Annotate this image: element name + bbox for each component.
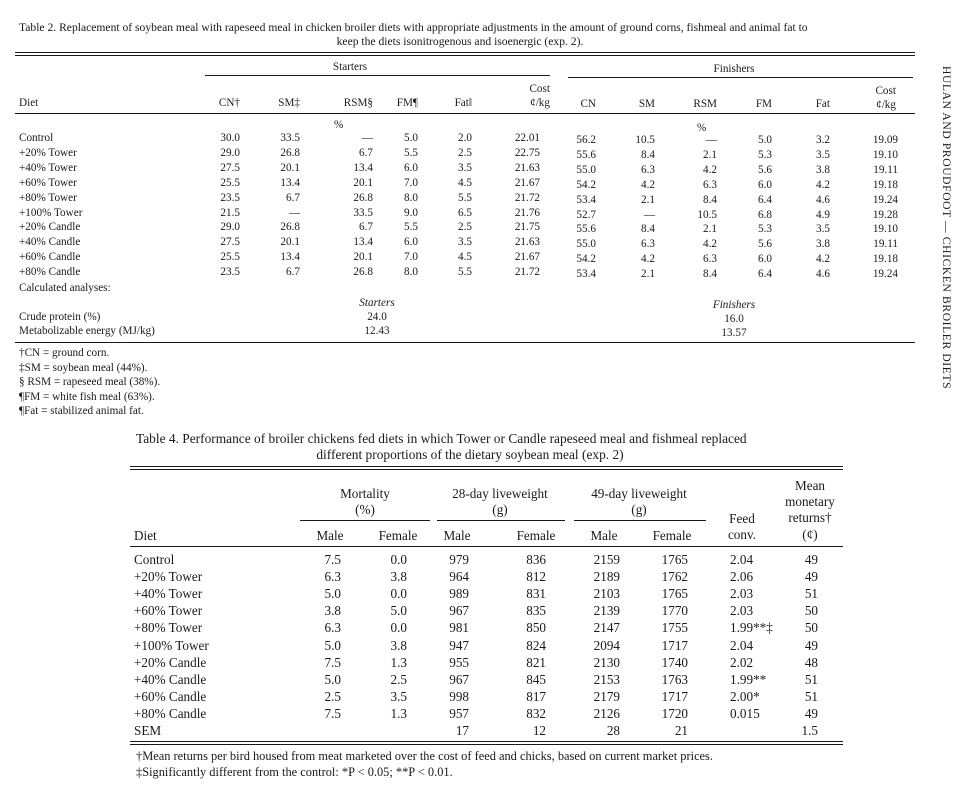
table-cell: 2130 [593, 654, 620, 670]
table-cell-starter: 29.0 [220, 221, 240, 234]
finishers-cost-header: Cost [875, 85, 896, 97]
table-cell: 2189 [593, 569, 620, 585]
table-2-caption-line2: keep the diets isonitrogenous and isoenergic (exp. 2). [336, 35, 584, 48]
table-cell: 1720 [661, 705, 688, 721]
table-row-diet: +100% Tower [134, 637, 209, 653]
table-cell: 850 [526, 620, 546, 636]
table-row-diet: +20% Candle [134, 654, 207, 670]
starters-col-header: CN† [218, 97, 240, 109]
table-cell-starter: 2.5 [458, 221, 472, 234]
table-cell: 0.0 [390, 586, 407, 602]
table-cell-finisher: 4.9 [816, 208, 830, 221]
table-cell-finisher: 4.2 [641, 178, 655, 191]
table-row-diet: +80% Candle [19, 266, 81, 279]
table-cell-starter: 21.67 [514, 251, 540, 264]
table-cell-starter: 6.5 [458, 206, 472, 219]
table-cell-finisher: 19.24 [872, 268, 898, 281]
table-cell: 998 [449, 688, 469, 704]
table-cell-finisher: 19.11 [873, 238, 898, 251]
table-cell-finisher: 6.4 [758, 193, 772, 206]
liveweight-28-unit: (g) [492, 502, 508, 517]
table-cell: 981 [449, 620, 469, 636]
table-cell-finisher: 4.6 [816, 268, 830, 281]
table-cell: 0.0 [390, 620, 407, 636]
table-cell: 947 [449, 637, 469, 653]
table-cell-finisher: 19.18 [872, 253, 898, 266]
table-cell-starter: 4.5 [458, 176, 472, 189]
table-cell: 49 [804, 637, 818, 653]
table-cell-finisher: 55.6 [576, 223, 596, 236]
table-cell-finisher: 2.1 [703, 223, 717, 236]
table-cell-starter: 6.0 [404, 161, 418, 174]
finishers-col-header: RSM [693, 98, 717, 110]
table-cell-finisher: 6.3 [703, 253, 717, 266]
calc-row-label: Crude protein (%) [19, 311, 101, 323]
table-cell-starter: 21.67 [514, 176, 540, 189]
table-cell-starter: 8.0 [404, 191, 418, 204]
table-row-diet: +100% Tower [19, 206, 83, 219]
table-cell-starter: 29.0 [220, 146, 240, 159]
calc-row-label: Metabolizable energy (MJ/kg) [19, 325, 155, 337]
feed-conv-header-1: Feed [729, 511, 755, 526]
table-cell: 5.0 [324, 671, 341, 687]
table-cell-starter: 21.63 [514, 236, 540, 249]
table-row-diet: Control [19, 132, 54, 144]
table-cell: 1763 [661, 671, 688, 687]
table-cell-starter: 13.4 [280, 251, 300, 264]
table-2-footnote: ¶FM = white fish meal (63%). [19, 390, 155, 403]
table-cell: 49 [804, 569, 818, 585]
table-cell: 832 [526, 705, 546, 721]
table-cell: 51 [804, 688, 818, 704]
table-cell: 48 [804, 654, 818, 670]
table-cell-starter: 6.7 [286, 191, 300, 204]
table-cell: 2094 [593, 637, 620, 653]
table-cell-finisher: 6.0 [758, 178, 772, 191]
table-cell-finisher: 10.5 [697, 208, 717, 221]
table-cell: 5.0 [324, 637, 341, 653]
starters-group-header: Starters [332, 61, 368, 73]
table-cell-finisher: 19.09 [872, 134, 898, 146]
finishers-col-header: SM [638, 98, 655, 110]
table-2-footnote: ¶Fat = stabilized animal fat. [19, 405, 144, 418]
table-cell-starter: 25.5 [220, 251, 240, 264]
table-cell-starter: 26.8 [353, 191, 373, 204]
table-cell-starter: 9.0 [404, 206, 418, 219]
table-cell: 1.5 [801, 723, 818, 738]
table-cell: 3.8 [390, 637, 407, 653]
table-cell-starter: 20.1 [353, 251, 373, 264]
starters-col-header: SM‡ [278, 97, 300, 109]
mortality-unit: (%) [355, 502, 375, 517]
table-row-diet: +40% Candle [134, 671, 207, 687]
mean-returns-header-2: monetary [785, 494, 835, 509]
table-4-subcol-header: Male [443, 528, 471, 543]
table-cell: 6.3 [324, 569, 341, 585]
table-cell-finisher: 19.28 [872, 208, 898, 221]
table-cell-starter: 2.0 [458, 132, 472, 144]
table-cell-starter: 5.5 [404, 221, 418, 234]
table-cell-finisher: 19.10 [872, 148, 898, 161]
table-cell-starter: 33.5 [353, 206, 373, 219]
table-cell: 50 [804, 620, 818, 636]
table-cell-finisher: 5.3 [758, 148, 772, 161]
table-cell: 2153 [593, 671, 620, 687]
table-cell: 2126 [593, 705, 620, 721]
calc-row-finishers: 16.0 [724, 313, 744, 325]
calc-finishers-label: Finishers [712, 299, 756, 311]
table-cell-starter: 21.72 [514, 191, 540, 204]
table-cell: 964 [449, 569, 469, 585]
mean-returns-header-3: returns† [788, 510, 832, 525]
finishers-percent-sign: % [697, 122, 707, 134]
table-cell-finisher: 4.2 [703, 238, 717, 251]
table-cell-starter: 7.0 [404, 176, 418, 189]
table-row-diet: +40% Candle [19, 236, 81, 249]
table-cell: 955 [449, 654, 469, 670]
table-row-diet: +80% Tower [134, 620, 203, 636]
table-cell-finisher: — [643, 208, 655, 221]
table-cell-finisher: 8.4 [641, 223, 655, 236]
table-cell-starter: — [361, 132, 373, 144]
table-cell-finisher: 6.4 [758, 268, 772, 281]
table-cell-finisher: 53.4 [576, 268, 596, 281]
table-2-diet-header: Diet [19, 97, 39, 109]
liveweight-49-unit: (g) [631, 502, 647, 517]
starters-col-header: RSM§ [343, 97, 373, 109]
table-cell-starter: 23.5 [220, 191, 240, 204]
table-cell: 1.99** [730, 671, 767, 687]
table-cell-starter: 5.5 [458, 191, 472, 204]
running-header: HULAN AND PROUDFOOT — CHICKEN BROILER DIETS [940, 66, 953, 390]
table-cell: 2.5 [324, 688, 341, 704]
table-cell: 1762 [661, 569, 688, 585]
calc-row-finishers: 13.57 [721, 327, 747, 339]
table-cell-finisher: 4.2 [641, 253, 655, 266]
table-row-diet: SEM [134, 723, 162, 738]
table-cell: 0.015 [730, 705, 760, 721]
table-cell-starter: 13.4 [280, 176, 300, 189]
table-4-caption-line1: Table 4. Performance of broiler chickens fed diets in which Tower or Candle rapeseed meal and fishmeal replaced [136, 431, 747, 446]
table-cell-finisher: 5.6 [758, 163, 772, 176]
table-cell-finisher: 5.6 [758, 238, 772, 251]
calc-starters-label: Starters [359, 297, 395, 309]
table-4-footnote-2: ‡Significantly different from the control: *P < 0.05; **P < 0.01. [136, 765, 453, 779]
table-cell-starter: 21.5 [220, 206, 240, 219]
table-cell-finisher: 8.4 [703, 193, 717, 206]
table-4-subcol-header: Male [316, 528, 344, 543]
liveweight-49-group-header: 49-day liveweight [591, 486, 687, 501]
table-cell: 1765 [661, 552, 688, 567]
table-cell: 989 [449, 586, 469, 602]
table-cell-finisher: 19.18 [872, 178, 898, 191]
table-cell: 957 [449, 705, 469, 721]
table-cell-starter: 6.7 [359, 221, 373, 234]
table-cell: 2.03 [730, 603, 754, 619]
table-cell-finisher: 6.3 [641, 163, 655, 176]
table-2-footnote: § RSM = rapeseed meal (38%). [19, 376, 161, 389]
table-cell-starter: 3.5 [458, 236, 472, 249]
table-cell-finisher: 6.8 [758, 208, 772, 221]
feed-conv-header-2: conv. [727, 527, 757, 542]
table-cell: 1755 [661, 620, 688, 636]
table-4-subcol-header: Male [590, 528, 618, 543]
table-cell: 2139 [593, 603, 620, 619]
table-cell-starter: 7.0 [404, 251, 418, 264]
table-cell-finisher: 55.6 [576, 148, 596, 161]
mean-returns-header-4: (¢) [802, 527, 818, 542]
table-4-diet-header: Diet [134, 528, 157, 543]
table-cell-finisher: 2.1 [641, 268, 655, 281]
table-cell: 824 [526, 637, 546, 653]
table-cell-finisher: 55.0 [576, 163, 596, 176]
table-cell-finisher: 6.3 [641, 238, 655, 251]
table-row-diet: +60% Tower [19, 176, 77, 189]
table-cell-starter: 2.5 [458, 146, 472, 159]
table-cell-starter: 20.1 [353, 176, 373, 189]
table-cell: 50 [804, 603, 818, 619]
table-cell-starter: 6.0 [404, 236, 418, 249]
table-row-diet: +20% Candle [19, 221, 81, 234]
table-cell: 28 [606, 723, 620, 738]
table-cell: 2179 [593, 688, 620, 704]
table-cell: 1740 [661, 654, 688, 670]
table-cell-starter: 20.1 [280, 161, 300, 174]
finishers-group-header: Finishers [713, 63, 755, 75]
table-2-footnote: ‡SM = soybean meal (44%). [19, 361, 148, 374]
table-cell: 1.99**‡ [730, 620, 773, 636]
table-cell: 2.04 [730, 552, 754, 567]
starters-cost-unit: ¢/kg [530, 97, 550, 109]
table-2-footnote: †CN = ground corn. [19, 347, 110, 359]
table-cell: 821 [526, 654, 546, 670]
table-cell-starter: 6.7 [286, 266, 300, 279]
table-cell-finisher: 10.5 [635, 134, 655, 146]
table-cell-finisher: 54.2 [576, 178, 596, 191]
table-cell: 2.03 [730, 586, 754, 602]
table-cell-finisher: 4.2 [816, 253, 830, 266]
table-cell-finisher: 53.4 [576, 193, 596, 206]
table-cell-starter: 6.7 [359, 146, 373, 159]
table-cell: 1717 [661, 688, 688, 704]
table-cell-finisher: 19.10 [872, 223, 898, 236]
finishers-col-header: Fat [815, 98, 830, 110]
table-cell-finisher: 2.1 [703, 148, 717, 161]
table-cell: 7.5 [324, 552, 341, 567]
table-cell-starter: 27.5 [220, 161, 240, 174]
table-cell-finisher: 6.3 [703, 178, 717, 191]
table-cell: 967 [449, 671, 469, 687]
table-cell-starter: 23.5 [220, 266, 240, 279]
table-cell-finisher: 19.24 [872, 193, 898, 206]
table-cell: 0.0 [390, 552, 407, 567]
table-cell-starter: 5.5 [404, 146, 418, 159]
finishers-col-header: CN [580, 98, 596, 110]
table-cell: 2103 [593, 586, 620, 602]
mean-returns-header-1: Mean [794, 478, 826, 493]
table-cell-starter: 22.75 [514, 146, 540, 159]
table-4-subcol-header: Female [516, 528, 556, 543]
table-row-diet: +20% Tower [134, 569, 203, 585]
table-cell: 51 [804, 671, 818, 687]
table-cell-starter: 3.5 [458, 161, 472, 174]
table-cell-finisher: — [705, 134, 717, 146]
starters-cost-header: Cost [529, 83, 550, 95]
table-cell-finisher: 3.8 [816, 163, 830, 176]
table-cell-starter: 5.5 [458, 266, 472, 279]
finishers-col-header: FM [755, 98, 772, 110]
liveweight-28-group-header: 28-day liveweight [452, 486, 548, 501]
table-cell: 2159 [593, 552, 620, 567]
table-cell: 2147 [593, 620, 620, 636]
table-cell: 831 [526, 586, 546, 602]
table-cell-starter: 26.8 [353, 266, 373, 279]
table-cell-starter: 20.1 [280, 236, 300, 249]
table-cell-finisher: 55.0 [576, 238, 596, 251]
table-cell-starter: — [288, 206, 300, 219]
table-cell-starter: 27.5 [220, 236, 240, 249]
table-cell: 1717 [661, 637, 688, 653]
table-cell-finisher: 4.6 [816, 193, 830, 206]
table-cell-starter: 13.4 [353, 236, 373, 249]
table-cell-starter: 26.8 [280, 146, 300, 159]
table-cell-starter: 26.8 [280, 221, 300, 234]
table-cell-starter: 22.01 [514, 132, 540, 144]
table-cell: 836 [526, 552, 546, 567]
table-cell: 2.02 [730, 654, 754, 670]
table-cell: 979 [449, 552, 469, 567]
table-cell-finisher: 19.11 [873, 163, 898, 176]
table-cell-starter: 21.72 [514, 266, 540, 279]
table-row-diet: +60% Tower [134, 603, 203, 619]
table-cell-finisher: 3.5 [816, 223, 830, 236]
table-cell: 21 [674, 723, 688, 738]
table-cell: 2.06 [730, 569, 754, 585]
table-cell: 5.0 [390, 603, 407, 619]
table-4-subcol-header: Female [652, 528, 692, 543]
table-cell-finisher: 5.3 [758, 223, 772, 236]
table-cell: 817 [526, 688, 546, 704]
table-cell-finisher: 3.5 [816, 148, 830, 161]
table-cell: 5.0 [324, 586, 341, 602]
table-cell: 2.00* [730, 688, 760, 704]
table-cell: 3.5 [390, 688, 407, 704]
table-cell: 835 [526, 603, 546, 619]
table-cell-finisher: 5.0 [758, 134, 772, 146]
table-cell: 51 [804, 586, 818, 602]
table-row-diet: +20% Tower [19, 146, 77, 159]
table-cell: 7.5 [324, 705, 341, 721]
starters-col-header: FM¶ [396, 97, 418, 109]
table-cell-starter: 8.0 [404, 266, 418, 279]
mortality-group-header: Mortality [340, 486, 390, 501]
table-cell-starter: 5.0 [404, 132, 418, 144]
table-cell: 1.3 [390, 654, 407, 670]
calc-row-starters: 24.0 [367, 311, 387, 323]
table-cell-finisher: 8.4 [641, 148, 655, 161]
table-cell-finisher: 3.8 [816, 238, 830, 251]
table-cell: 812 [526, 569, 546, 585]
table-cell: 3.8 [390, 569, 407, 585]
table-cell-starter: 30.0 [220, 132, 240, 144]
table-row-diet: Control [134, 552, 175, 567]
table-4-footnote-1: †Mean returns per bird housed from meat marketed over the cost of feed and chicks, based on current market prices. [136, 749, 713, 763]
table-cell: 2.5 [390, 671, 407, 687]
table-row-diet: +80% Candle [134, 705, 207, 721]
table-cell-finisher: 2.1 [641, 193, 655, 206]
table-cell: 7.5 [324, 654, 341, 670]
table-cell-finisher: 4.2 [816, 178, 830, 191]
table-cell: 1770 [661, 603, 688, 619]
table-4-caption-line2: different proportions of the dietary soybean meal (exp. 2) [316, 447, 624, 462]
table-cell-finisher: 8.4 [703, 268, 717, 281]
table-row-diet: +40% Tower [134, 586, 203, 602]
table-cell-starter: 21.63 [514, 161, 540, 174]
table-cell-finisher: 6.0 [758, 253, 772, 266]
table-row-diet: +80% Tower [19, 191, 77, 204]
table-cell: 17 [455, 723, 469, 738]
table-cell-finisher: 3.2 [816, 134, 830, 146]
starters-col-header: Fat‖ [454, 97, 472, 109]
table-cell-starter: 25.5 [220, 176, 240, 189]
table-cell: 845 [526, 671, 546, 687]
table-cell-starter: 13.4 [353, 161, 373, 174]
table-row-diet: +60% Candle [19, 251, 81, 264]
table-row-diet: +60% Candle [134, 688, 207, 704]
table-cell: 49 [804, 552, 818, 567]
table-cell: 2.04 [730, 637, 754, 653]
table-cell: 1.3 [390, 705, 407, 721]
starters-percent-sign: % [334, 119, 344, 131]
table-cell: 967 [449, 603, 469, 619]
table-cell-starter: 4.5 [458, 251, 472, 264]
table-cell-finisher: 54.2 [576, 253, 596, 266]
table-2-caption-line1: Table 2. Replacement of soybean meal with rapeseed meal in chicken broiler diets with appropriate adjustments in the amount of ground corns, fishmeal and animal fat to [19, 21, 808, 34]
table-cell: 6.3 [324, 620, 341, 636]
finishers-cost-unit: ¢/kg [876, 99, 896, 111]
calc-analyses-label: Calculated analyses: [19, 282, 111, 294]
table-cell-finisher: 56.2 [576, 134, 596, 146]
table-cell: 1765 [661, 586, 688, 602]
table-cell-starter: 21.75 [514, 221, 540, 234]
table-cell: 12 [532, 723, 546, 738]
table-cell-finisher: 4.2 [703, 163, 717, 176]
table-cell-starter: 21.76 [514, 206, 540, 219]
table-cell-starter: 33.5 [280, 132, 300, 144]
calc-row-starters: 12.43 [364, 325, 390, 337]
table-cell: 3.8 [324, 603, 341, 619]
table-cell: 49 [804, 705, 818, 721]
table-cell-finisher: 52.7 [576, 208, 596, 221]
table-4-subcol-header: Female [378, 528, 418, 543]
table-row-diet: +40% Tower [19, 161, 77, 174]
